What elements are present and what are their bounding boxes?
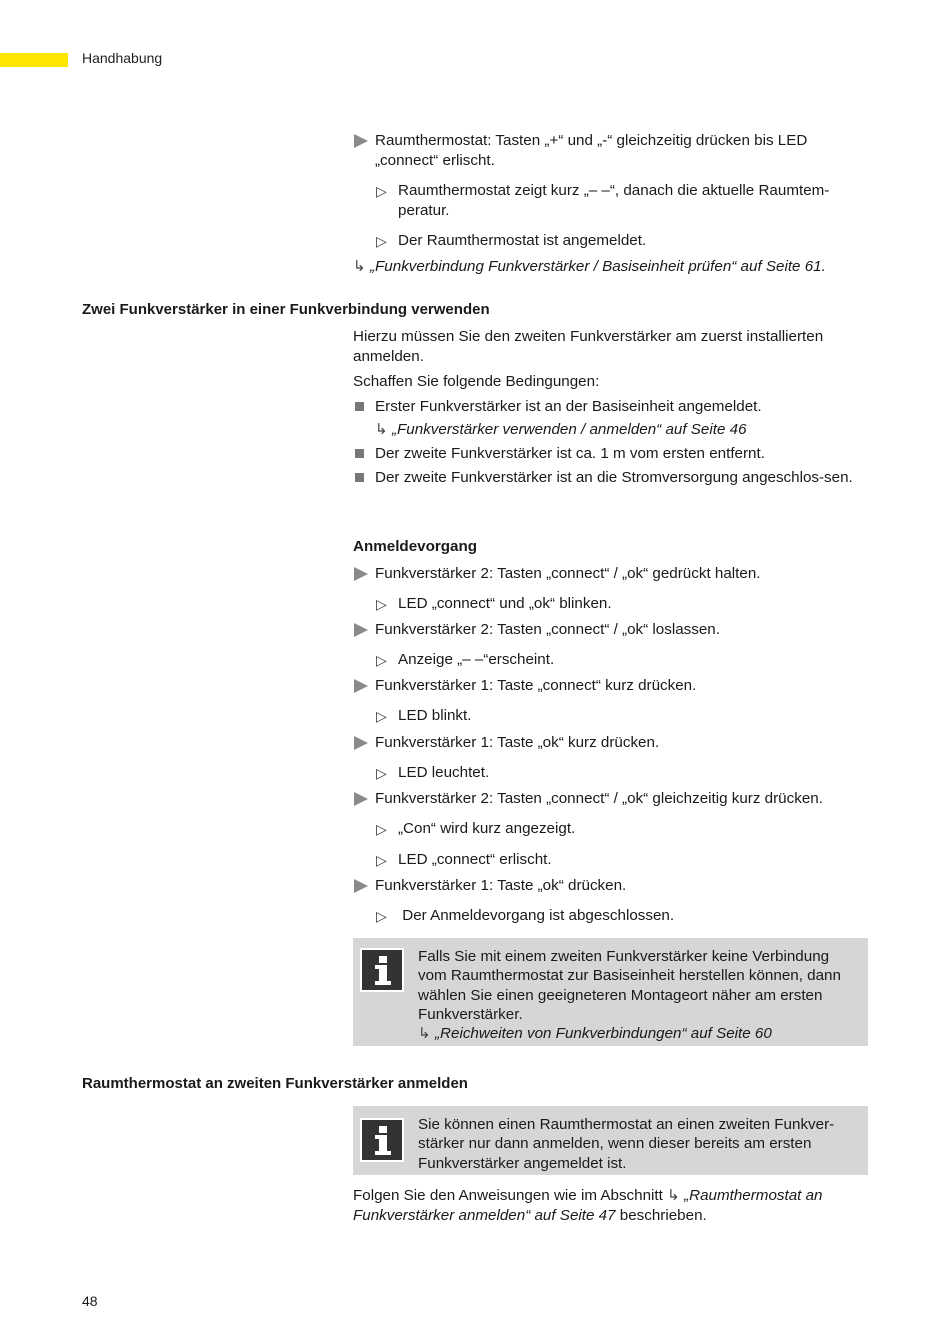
step-item (353, 676, 868, 696)
cross-reference-text: „Funkverstärker verwenden / anmelden“ auf Seite 46 (391, 421, 747, 438)
cross-reference-text: „Funkverbindung Funkverstärker / Basiseinheit prüfen“ auf Seite 61. (369, 258, 826, 275)
follow-tail: beschrieben. (615, 1206, 707, 1224)
step-item (353, 620, 868, 640)
result-item (376, 650, 868, 670)
info-text (418, 1115, 860, 1173)
step-triangle-icon (354, 736, 368, 750)
step-item (353, 733, 868, 753)
step-triangle-icon (354, 623, 368, 637)
step-triangle-icon (354, 134, 368, 148)
result-item (376, 906, 868, 926)
result-triangle-icon: ▷ (376, 652, 387, 668)
result-triangle-icon: ▷ (376, 233, 387, 249)
result-item (376, 706, 868, 726)
section-heading: Zwei Funkverstärker in einer Funkverbindung verwenden (82, 301, 490, 318)
cross-reference[interactable] (375, 420, 747, 440)
result-triangle-icon: ▷ (376, 908, 387, 924)
condition-item (353, 444, 868, 464)
header-accent-bar (0, 53, 68, 67)
step-triangle-icon (354, 567, 368, 581)
step-text: Raumthermostat: Tasten „+“ und „-“ gleichzeitig drücken bis LED „connect“ erlischt. (375, 132, 808, 169)
result-item (376, 594, 868, 614)
step-triangle-icon (354, 792, 368, 806)
step-text: Funkverstärker 1: Taste „connect“ kurz drücken. (375, 677, 697, 694)
info-box (353, 1106, 868, 1175)
result-triangle-icon: ▷ (376, 821, 387, 837)
square-bullet-icon (355, 402, 364, 411)
info-text (418, 947, 860, 1043)
result-item (376, 819, 868, 839)
result-triangle-icon: ▷ (376, 765, 387, 781)
step-triangle-icon (354, 879, 368, 893)
reference-arrow-icon: ↳ (418, 1025, 431, 1043)
step-item (353, 131, 868, 170)
square-bullet-icon (355, 473, 364, 482)
cross-reference[interactable]: „Raumthermostat an Funkverstärker anmelden“ auf Seite 47 (353, 1187, 823, 1224)
result-triangle-icon: ▷ (376, 596, 387, 612)
section-heading: Raumthermostat an zweiten Funkverstärker anmelden (82, 1075, 468, 1092)
result-item (376, 231, 868, 251)
step-text: Funkverstärker 2: Tasten „connect“ / „ok“ gedrückt halten. (375, 565, 761, 582)
info-paragraph: Falls Sie mit einem zweiten Funkverstärker keine Verbindung vom Raumthermostat zur Basiseinheit herstellen können, dann wählen Sie einen geeigneteren Montageort näher am ersten Funkverstärker. (418, 948, 841, 1023)
info-icon (360, 1118, 404, 1162)
result-text: LED leuchtet. (398, 764, 490, 781)
step-text: Funkverstärker 1: Taste „ok“ kurz drücken. (375, 734, 660, 751)
result-item (376, 181, 868, 220)
condition-item (353, 397, 868, 417)
step-item (353, 564, 868, 584)
result-text: LED blinkt. (398, 707, 472, 724)
result-text: Der Raumthermostat ist angemeldet. (398, 232, 647, 249)
result-text: Der Anmeldevorgang ist abgeschlossen. (398, 907, 675, 924)
reference-arrow-icon: ↳ (353, 258, 366, 275)
result-item (376, 850, 868, 870)
result-text: LED „connect“ erlischt. (398, 851, 552, 868)
result-text: LED „connect“ und „ok“ blinken. (398, 595, 612, 612)
reference-arrow-icon: ↳ (667, 1187, 680, 1204)
square-bullet-icon (355, 449, 364, 458)
condition-text: Der zweite Funkverstärker ist an die Stromversorgung angeschlos-sen. (375, 469, 853, 486)
condition-item (353, 468, 868, 488)
follow-paragraph (353, 1186, 868, 1225)
condition-text: Erster Funkverstärker ist an der Basiseinheit angemeldet. (375, 398, 762, 415)
step-item (353, 789, 868, 809)
result-item (376, 763, 868, 783)
step-item (353, 876, 868, 896)
step-triangle-icon (354, 679, 368, 693)
result-triangle-icon: ▷ (376, 852, 387, 868)
intro-paragraph: Hierzu müssen Sie den zweiten Funkverstärker am zuerst installierten anmelden. (353, 328, 824, 365)
info-icon (360, 948, 404, 992)
result-triangle-icon: ▷ (376, 708, 387, 724)
result-text: Anzeige „– –“erscheint. (398, 651, 555, 668)
subheading: Anmeldevorgang (353, 538, 478, 555)
section-label: Handhabung (82, 50, 163, 66)
follow-lead: Folgen Sie den Anweisungen wie im Abschnitt (353, 1187, 663, 1204)
info-paragraph: Sie können einen Raumthermostat an einen zweiten Funkver-stärker nur dann anmelden, wenn dieser bereits am ersten Funkverstärker angemeldet ist. (418, 1116, 835, 1172)
cross-reference[interactable]: „Reichweiten von Funkverbindungen“ auf Seite 60 (434, 1025, 772, 1043)
step-text: Funkverstärker 2: Tasten „connect“ / „ok“ loslassen. (375, 621, 720, 638)
conditions-lead: Schaffen Sie folgende Bedingungen: (353, 373, 600, 390)
step-text: Funkverstärker 2: Tasten „connect“ / „ok“ gleichzeitig kurz drücken. (375, 790, 823, 807)
reference-arrow-icon: ↳ (375, 421, 388, 438)
result-text: „Con“ wird kurz angezeigt. (398, 820, 576, 837)
step-text: Funkverstärker 1: Taste „ok“ drücken. (375, 877, 627, 894)
result-triangle-icon: ▷ (376, 183, 387, 199)
page-number: 48 (82, 1293, 98, 1309)
condition-text: Der zweite Funkverstärker ist ca. 1 m vom ersten entfernt. (375, 445, 765, 462)
result-text: Raumthermostat zeigt kurz „– –“, danach die aktuelle Raumtem-peratur. (398, 182, 830, 219)
info-box (353, 938, 868, 1046)
cross-reference[interactable] (353, 257, 826, 277)
